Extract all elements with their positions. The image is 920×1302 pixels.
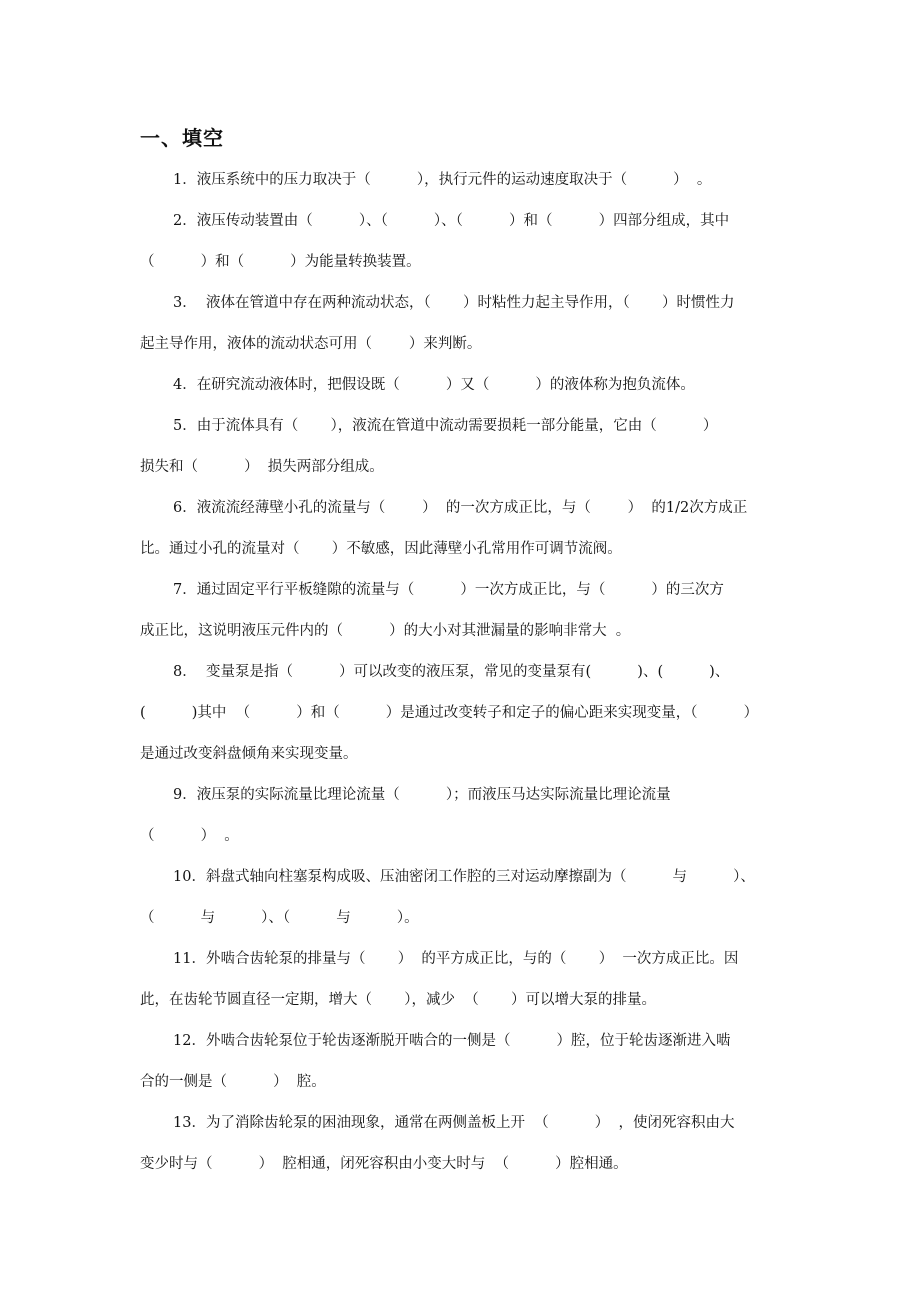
question-6 [140,488,790,570]
question-12 [140,1021,790,1103]
question-4 [140,365,790,406]
question-line: 1．液压系统中的压力取决于（ ），执行元件的运动速度取决于（ ） 。 [173,172,712,188]
question-line: 3． 液体在管道中存在两种流动状态，（ ）时粘性力起主导作用，（ ）时惯性力 [173,295,735,311]
question-5 [140,406,790,488]
question-line: 比。通过小孔的流量对（ ）不敏感，因此薄壁小孔常用作可调节流阀。 [140,541,622,557]
question-line: 10．斜盘式轴向柱塞泵构成吸、压油密闭工作腔的三对运动摩擦副为（ 与 ）、 [173,869,755,885]
question-line: 5．由于流体具有（ ），液流在管道中流动需要损耗一部分能量，它由（ ） [173,418,718,434]
question-line: 成正比，这说明液压元件内的（ ）的大小对其泄漏量的影响非常大 。 [140,623,631,639]
question-line: （ ）和（ ）为能量转换装置。 [140,254,421,270]
question-line: ( )其中 （ ）和（ ）是通过改变转子和定子的偏心距来实现变量，（ ） [140,705,759,721]
question-line: 6．液流流经薄壁小孔的流量与（ ） 的一次方成正比，与（ ） 的1/2次方成正 [173,500,748,516]
question-9 [140,775,790,857]
question-7 [140,570,790,652]
question-line: 此，在齿轮节圆直径一定期，增大（ ），减少 （ ）可以增大泵的排量。 [140,992,656,1008]
question-line: 7．通过固定平行平板缝隙的流量与（ ）一次方成正比，与（ ）的三次方 [173,582,724,598]
question-line: 9．液压泵的实际流量比理论流量（ ）；而液压马达实际流量比理论流量 [173,787,671,803]
question-line: （ 与 ）、（ 与 ）。 [140,910,419,926]
question-line: 8． 变量泵是指（ ）可以改变的液压泵，常见的变量泵有( )、( )、 [173,664,730,680]
question-line: 13．为了消除齿轮泵的困油现象，通常在两侧盖板上开 （ ） ，使闭死容积由大 [173,1115,735,1131]
section-title: 一、填空 [140,126,224,150]
question-line: 合的一侧是（ ） 腔。 [140,1074,326,1090]
question-10 [140,857,790,939]
question-line: 2．液压传动装置由（ ）、（ ）、（ ）和（ ）四部分组成，其中 [173,213,730,229]
question-13 [140,1103,790,1185]
question-line: 4．在研究流动液体时，把假设既（ ）又（ ）的液体称为抱负流体。 [173,377,695,393]
question-2 [140,201,790,283]
question-list [140,160,790,1185]
question-line: 起主导作用，液体的流动状态可用（ ）来判断。 [140,336,482,352]
question-line: 变少时与（ ） 腔相通，闭死容积由小变大时与 （ ）腔相通。 [140,1156,628,1172]
question-line: 是通过改变斜盘倾角来实现变量。 [140,746,358,762]
question-line: 损失和（ ） 损失两部分组成。 [140,459,384,475]
question-line: 11．外啮合齿轮泵的排量与（ ） 的平方成正比，与的（ ） 一次方成正比。因 [173,951,739,967]
question-line: （ ） 。 [140,828,239,844]
question-11 [140,939,790,1021]
question-8 [140,652,790,775]
question-1 [140,160,790,201]
question-line: 12．外啮合齿轮泵位于轮齿逐渐脱开啮合的一侧是（ ）腔，位于轮齿逐渐进入啮 [173,1033,731,1049]
question-3 [140,283,790,365]
